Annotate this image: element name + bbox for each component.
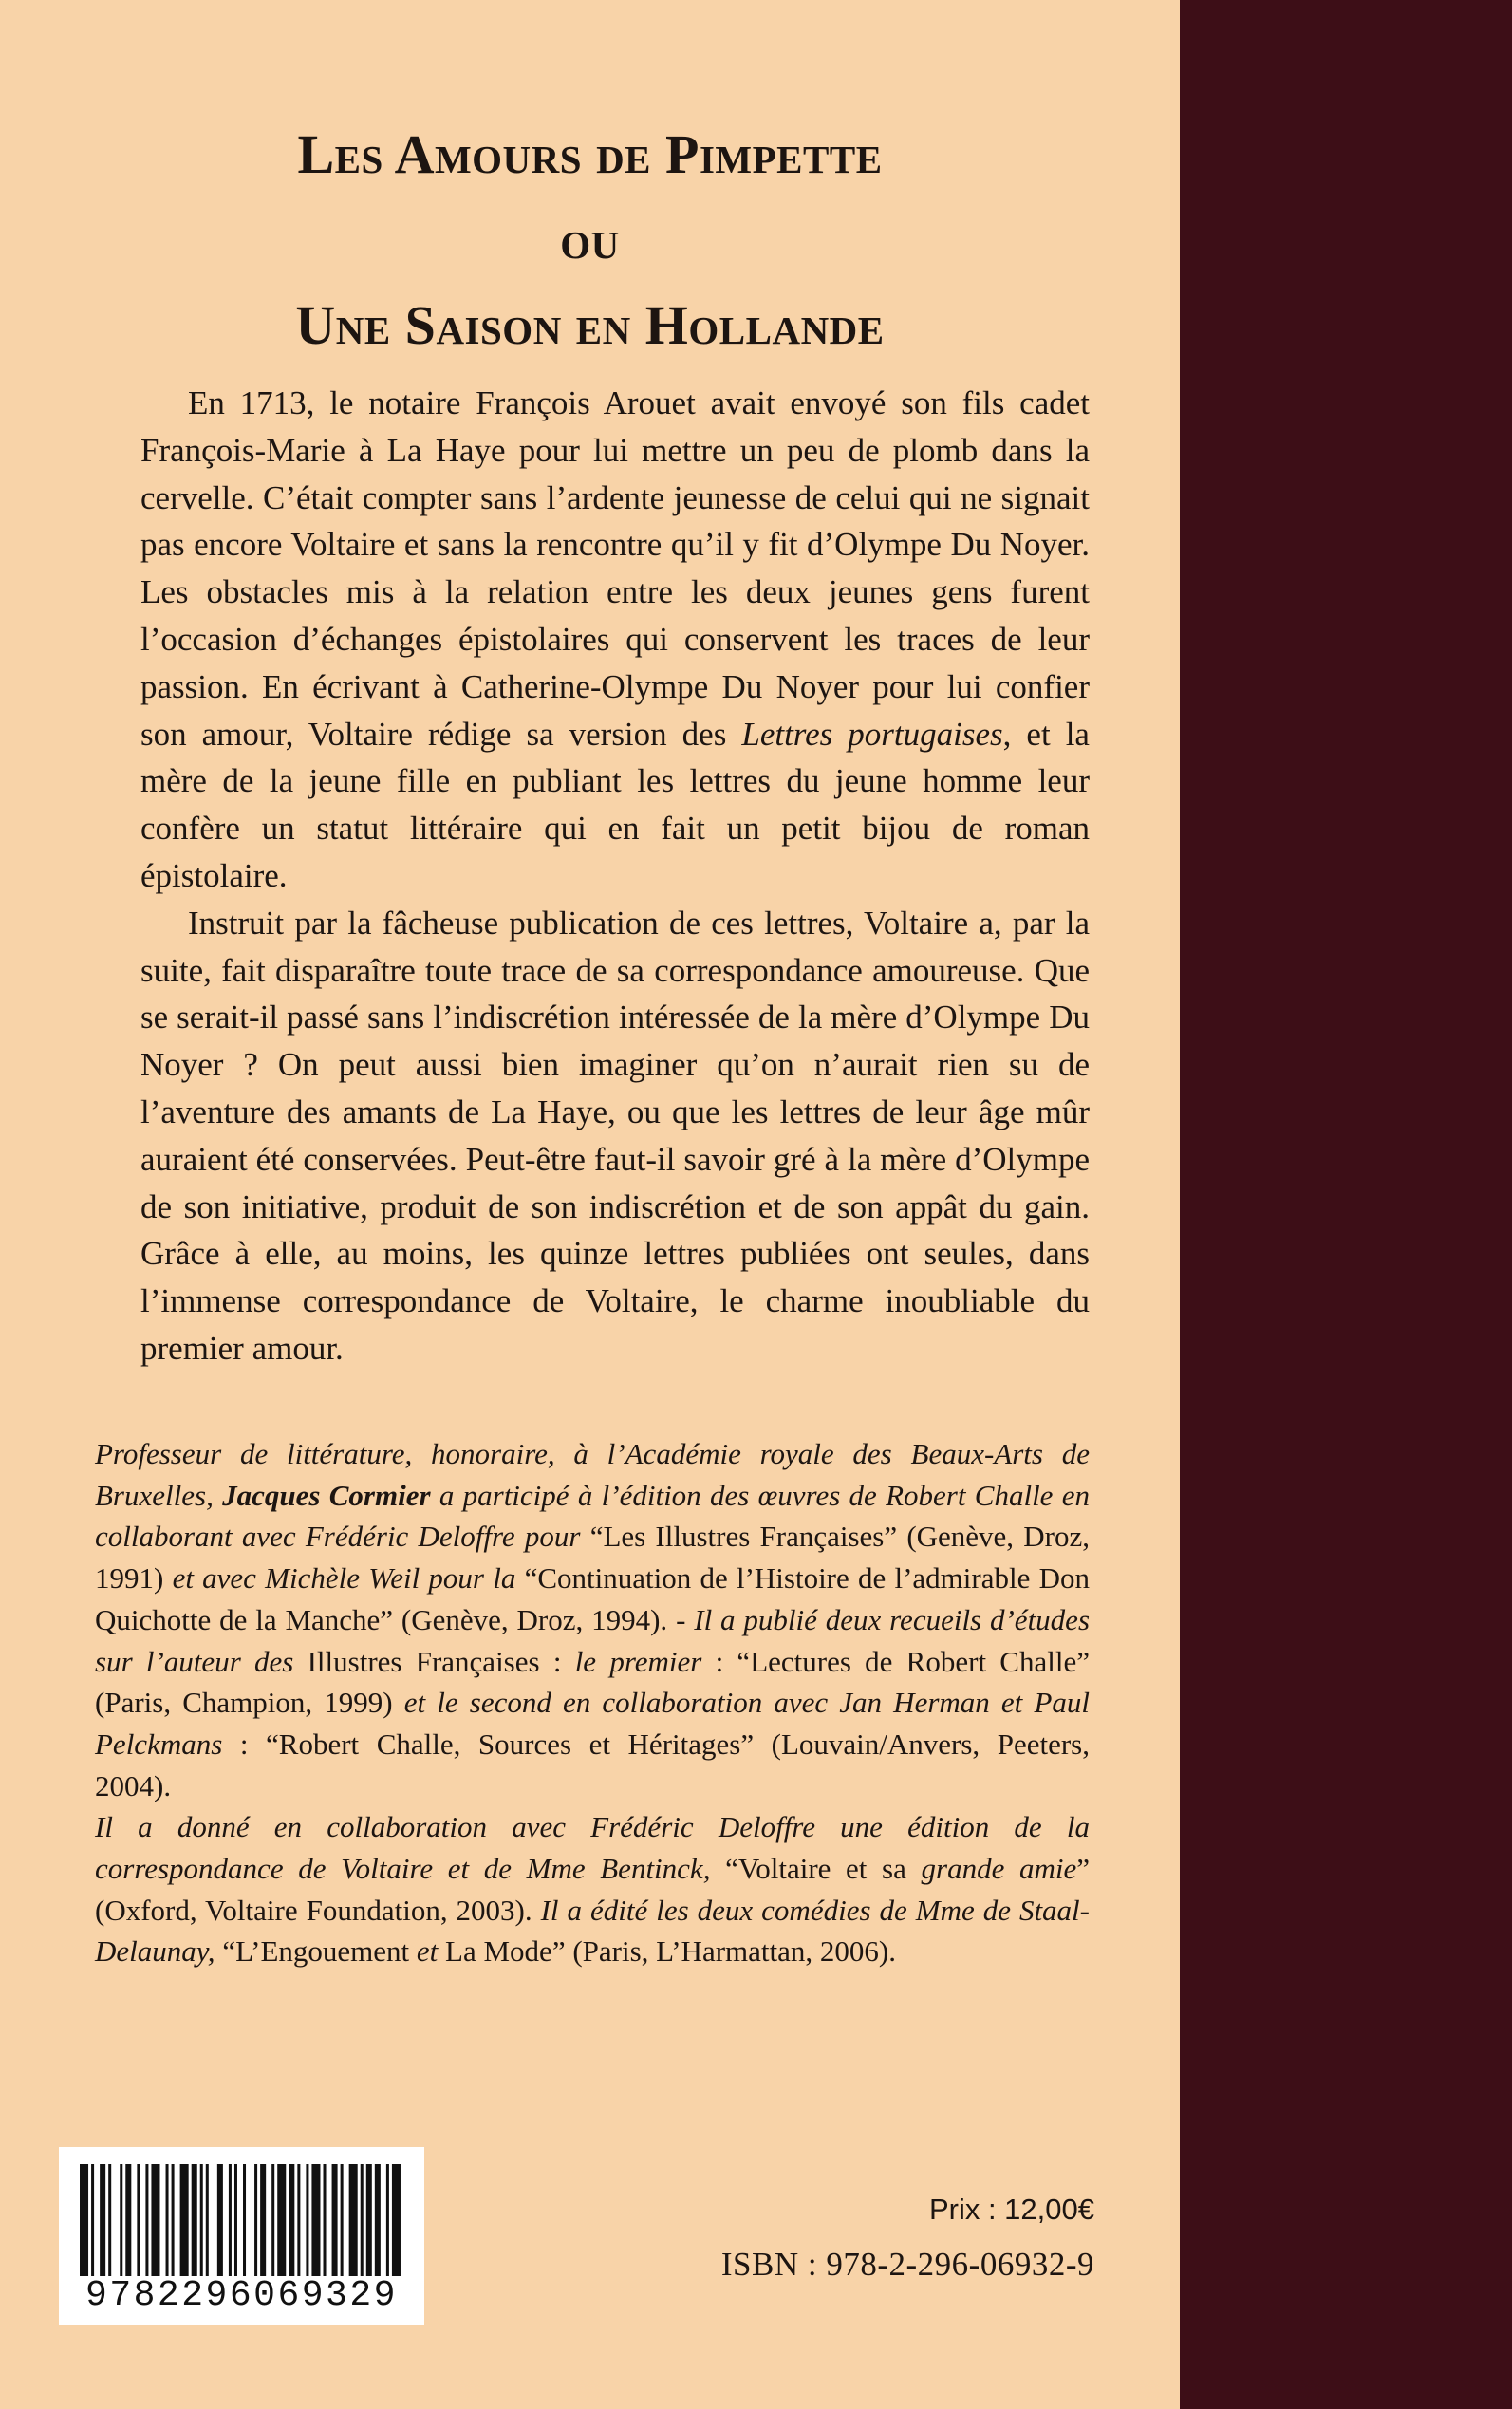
barcode-bar (200, 2164, 203, 2276)
bio-paragraph-2 (95, 1806, 1090, 1972)
barcode-bar (386, 2164, 389, 2276)
bio-text: “L’Engouement (222, 1934, 417, 1969)
barcode-bar (172, 2164, 175, 2276)
bio-text: et le second en collaboration avec Jan Herman et Paul Pelckmans (95, 1686, 1090, 1761)
bio-text: “Continuation de l’Histoire de l’admirable Don Quichotte de la Manche” (Genève, Droz, 1994). (95, 1561, 1090, 1636)
book-title (95, 112, 1085, 368)
barcode-bar (80, 2164, 88, 2276)
blurb-italic-title: Lettres portugaises (741, 715, 1003, 753)
barcode-bar (392, 2164, 401, 2276)
bio-text: : “Lectures de Robert Challe” (Paris, Champion, 1999) (95, 1644, 1090, 1720)
bio-text: a participé à l’édition des œuvres de Robert Challe en collaborant avec Frédéric Deloffre pour (95, 1478, 1090, 1554)
bio-text: La Mode” (Paris, L’Harmattan, 2006). (438, 1934, 896, 1969)
blurb-paragraph-1 (140, 380, 1090, 900)
bio-text: - Il a publié deux recueils d’études sur l’auteur des (95, 1602, 1091, 1678)
barcode-bar (192, 2164, 197, 2276)
barcode-digits: 9782296069329 (85, 2275, 398, 2316)
bio-text: : “Robert Challe, Sources et Héritages” (Louvain/Anvers, Peeters, 2004). (95, 1727, 1090, 1802)
barcode-bar (166, 2164, 169, 2276)
blurb-text: En 1713, le notaire François Arouet avait envoyé son fils cadet François-Marie à La Haye pour lui mettre un peu de plomb dans la cervelle. C’était compter sans l’ardente jeunesse de celui qui ne signait pas encore Voltaire et sans la rencontre qu’il y fit d’Olympe Du Noyer. Les obstacles mis à la relation entre les deux jeunes gens furent l’occasion d’échanges épistolaires qui conservent les traces de leur passion. En écrivant à Catherine-Olympe Du Noyer pour lui confier son amour, Voltaire rédige sa version des (140, 384, 1090, 753)
bio-text: et (416, 1934, 439, 1969)
barcode-bar (311, 2164, 320, 2276)
barcode-bar (100, 2164, 105, 2276)
barcode-bar (120, 2164, 122, 2276)
barcode-bars-icon (80, 2164, 403, 2276)
author-name: Jacques Cormier (222, 1478, 431, 1512)
isbn: ISBN : 978-2-296-06932-9 (720, 2246, 1094, 2283)
barcode-bar (332, 2164, 338, 2276)
bio-text: le premier (574, 1644, 702, 1678)
bio-text: ” (Oxford, Voltaire Foundation, 2003). (95, 1852, 1090, 1927)
barcode-bar (125, 2164, 131, 2276)
bio-text: Professeur de littérature, honoraire, à l’Académie royale des Beaux-Arts de Bruxelles, (95, 1437, 1090, 1512)
bio-text: grande amie (921, 1852, 1077, 1886)
blurb-text: , et la mère de la jeune fille en publiant les lettres du jeune homme leur confère un statut littéraire qui en fait un petit bijou de roman épistolaire. (140, 715, 1090, 894)
barcode-bar (145, 2164, 148, 2276)
barcode-bar (260, 2164, 266, 2276)
barcode (59, 2147, 424, 2325)
barcode-bar (289, 2164, 294, 2276)
title-line-2: ou (560, 209, 620, 271)
blurb (140, 380, 1090, 1373)
bio-text: Il a édité les deux comédies de Mme de Staal-Delaunay, (95, 1893, 1090, 1969)
bio-text: “Voltaire et sa (725, 1852, 922, 1886)
barcode-bar (217, 2164, 223, 2276)
barcode-bar (277, 2164, 286, 2276)
barcode-bar (324, 2164, 327, 2276)
barcode-bar (271, 2164, 274, 2276)
bio-text: “Les Illustres Françaises” (Genève, Droz, 1991) (95, 1520, 1090, 1596)
barcode-bar (229, 2164, 232, 2276)
barcode-bar (137, 2164, 140, 2276)
bio-paragraph-1 (95, 1433, 1090, 1806)
barcode-bar (206, 2164, 209, 2276)
price: Prix : 12,00€ (928, 2193, 1094, 2226)
bio-text: et avec Michèle Weil pour la (172, 1561, 525, 1596)
barcode-bar (254, 2164, 257, 2276)
bio-text: Il a donné en collaboration avec Frédéric Deloffre une édition de la correspondance de Voltaire et de Mme Bentinck, (95, 1810, 1090, 1886)
barcode-bar (375, 2164, 381, 2276)
barcode-bar (306, 2164, 308, 2276)
barcode-bar (366, 2164, 372, 2276)
spine-band (1180, 0, 1512, 2409)
barcode-bar (234, 2164, 237, 2276)
barcode-bar (341, 2164, 344, 2276)
blurb-paragraph-2: Instruit par la fâcheuse publication de ces lettres, Voltaire a, par la suite, fait disparaître toute trace de sa correspondance amoureuse. Que se serait-il passé sans l’indiscrétion intéressée de la mère d’Olympe Du Noyer ? On peut aussi bien imaginer qu’on n’aurait rien su de l’aventure des amants de La Haye, ou que les lettres de leur âge mûr auraient été conservées. Peut-être faut-il savoir gré à la mère d’Olympe de son initiative, produit de son indiscrétion et de son appât du gain. Grâce à elle, au moins, les quinze lettres publiées ont seules, dans l’immense correspondance de Voltaire, le charme inoubliable du premier amour. (140, 904, 1090, 1367)
barcode-bar (108, 2164, 111, 2276)
author-bio (95, 1433, 1090, 1972)
barcode-bar (180, 2164, 189, 2276)
title-line-3: Une Saison en Hollande (295, 294, 885, 356)
barcode-bar (349, 2164, 358, 2276)
barcode-bar (297, 2164, 300, 2276)
title-line-1: Les Amours de Pimpette (297, 123, 883, 185)
barcode-bar (361, 2164, 364, 2276)
barcode-bar (243, 2164, 246, 2276)
barcode-bar (151, 2164, 159, 2276)
barcode-bar (91, 2164, 94, 2276)
bio-text: Illustres Françaises : (307, 1644, 575, 1678)
